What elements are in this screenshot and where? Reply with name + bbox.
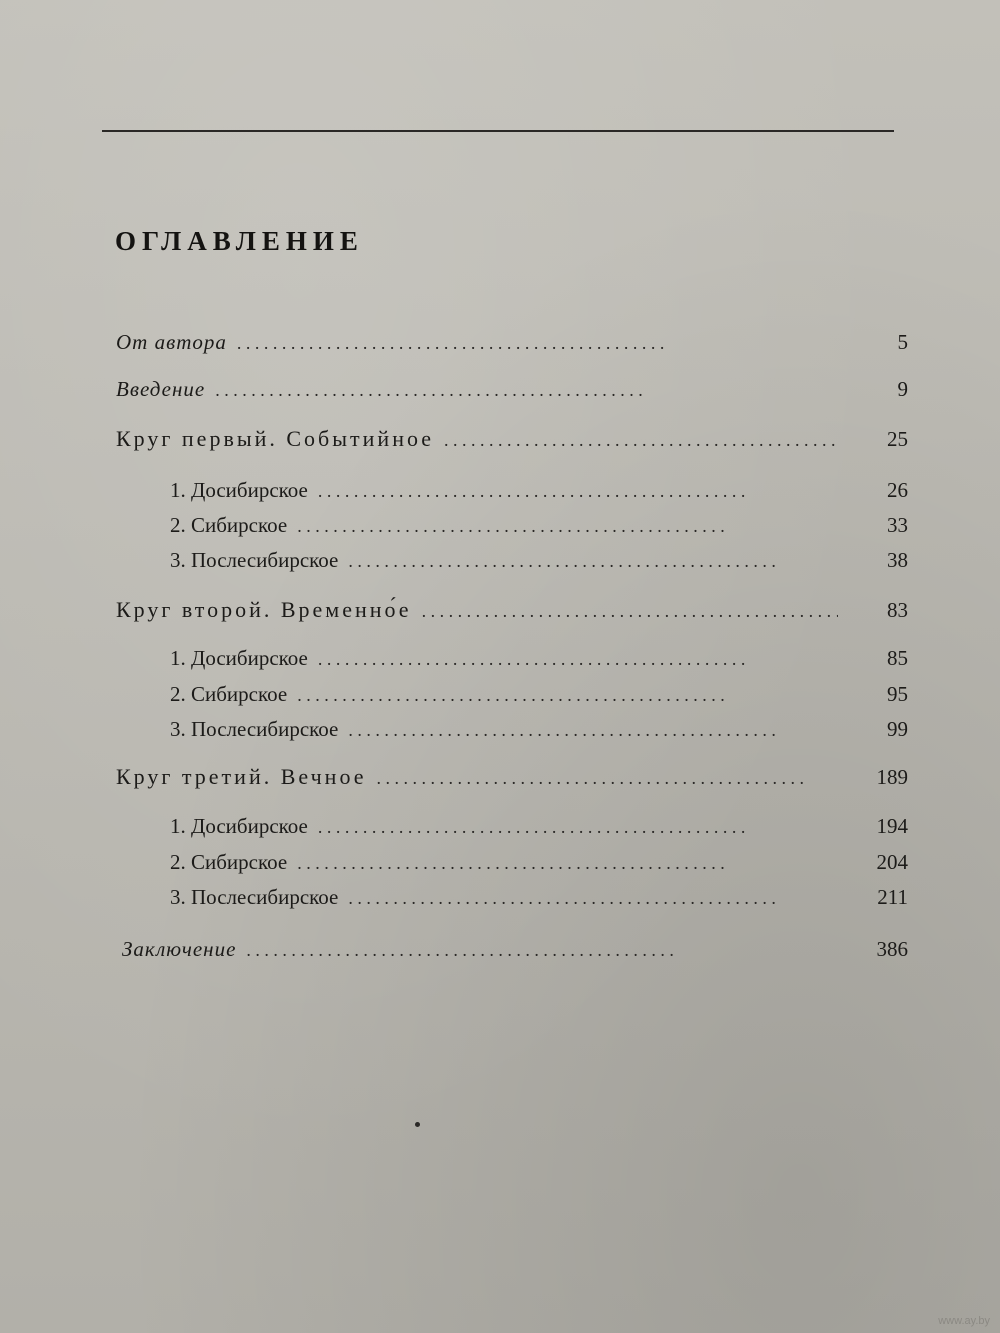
toc-entry-label: Круг первый. Событийное bbox=[116, 426, 435, 451]
toc-entry-subsection bbox=[170, 478, 908, 508]
toc-entry-label: 3. Послесибирское bbox=[170, 548, 339, 572]
dot-leader bbox=[376, 768, 838, 789]
dot-leader bbox=[318, 817, 838, 838]
dot-leader bbox=[348, 551, 838, 572]
toc-entry-page: 95 bbox=[887, 682, 908, 706]
dot-leader bbox=[297, 516, 838, 537]
toc-entry-page: 33 bbox=[887, 513, 908, 537]
toc-entry-circle-three bbox=[116, 764, 908, 794]
toc-entry-page: 25 bbox=[887, 427, 908, 451]
watermark: www.ay.by bbox=[938, 1315, 990, 1327]
toc-entry-label: 1. Досибирское bbox=[170, 478, 308, 502]
toc-entry-subsection bbox=[170, 682, 908, 712]
dot-leader bbox=[318, 481, 838, 502]
dot-leader bbox=[237, 333, 838, 354]
toc-entry-page: 85 bbox=[887, 646, 908, 670]
dot-leader bbox=[422, 601, 838, 622]
toc-entry-label: 1. Досибирское bbox=[170, 814, 308, 838]
toc-entry-label: 3. Послесибирское bbox=[170, 717, 339, 741]
toc-entry-introduction bbox=[116, 377, 908, 407]
toc-entry-conclusion bbox=[122, 937, 908, 967]
toc-entry-page: 83 bbox=[887, 598, 908, 622]
ink-dot bbox=[415, 1122, 420, 1127]
toc-entry-subsection bbox=[170, 885, 908, 915]
toc-entry-circle-two bbox=[116, 597, 908, 627]
toc-entry-label: Введение bbox=[116, 377, 206, 401]
toc-entry-page: 38 bbox=[887, 548, 908, 572]
toc-entry-page: 5 bbox=[897, 330, 908, 354]
toc-entry-subsection bbox=[170, 646, 908, 676]
toc-entry-subsection bbox=[170, 814, 908, 844]
toc-entry-subsection bbox=[170, 717, 908, 747]
toc-entry-label: От автора bbox=[116, 330, 227, 354]
toc-entry-page: 26 bbox=[887, 478, 908, 502]
page-title: ОГЛАВЛЕНИЕ bbox=[115, 226, 364, 256]
toc-entry-label: 1. Досибирское bbox=[170, 646, 308, 670]
toc-entry-circle-one bbox=[116, 426, 908, 456]
toc-entry-label: 2. Сибирское bbox=[170, 850, 288, 874]
toc-entry-page: 194 bbox=[876, 814, 908, 838]
dot-leader bbox=[297, 685, 838, 706]
toc-entry-label: Круг второй. Временно́е bbox=[116, 597, 412, 622]
toc-entry-page: 211 bbox=[877, 885, 908, 909]
toc-entry-page: 99 bbox=[887, 717, 908, 741]
toc-entry-author-preface bbox=[116, 330, 908, 360]
toc-entry-subsection bbox=[170, 513, 908, 543]
dot-leader bbox=[297, 853, 838, 874]
dot-leader bbox=[215, 380, 838, 401]
dot-leader bbox=[318, 649, 838, 670]
toc-entry-subsection bbox=[170, 548, 908, 578]
toc-entry-page: 204 bbox=[876, 850, 908, 874]
dot-leader bbox=[246, 940, 838, 961]
toc-entry-label: 2. Сибирское bbox=[170, 682, 288, 706]
toc-entry-label: 2. Сибирское bbox=[170, 513, 288, 537]
toc-entry-page: 386 bbox=[876, 937, 908, 961]
toc-entry-label: Заключение bbox=[122, 937, 237, 961]
dot-leader bbox=[348, 720, 838, 741]
toc-entry-subsection bbox=[170, 850, 908, 880]
toc-entry-label: 3. Послесибирское bbox=[170, 885, 339, 909]
toc-entry-page: 189 bbox=[876, 765, 908, 789]
dot-leader bbox=[348, 888, 838, 909]
toc-entry-label: Круг третий. Вечное bbox=[116, 764, 367, 789]
toc-entry-page: 9 bbox=[897, 377, 908, 401]
dot-leader bbox=[444, 430, 838, 451]
